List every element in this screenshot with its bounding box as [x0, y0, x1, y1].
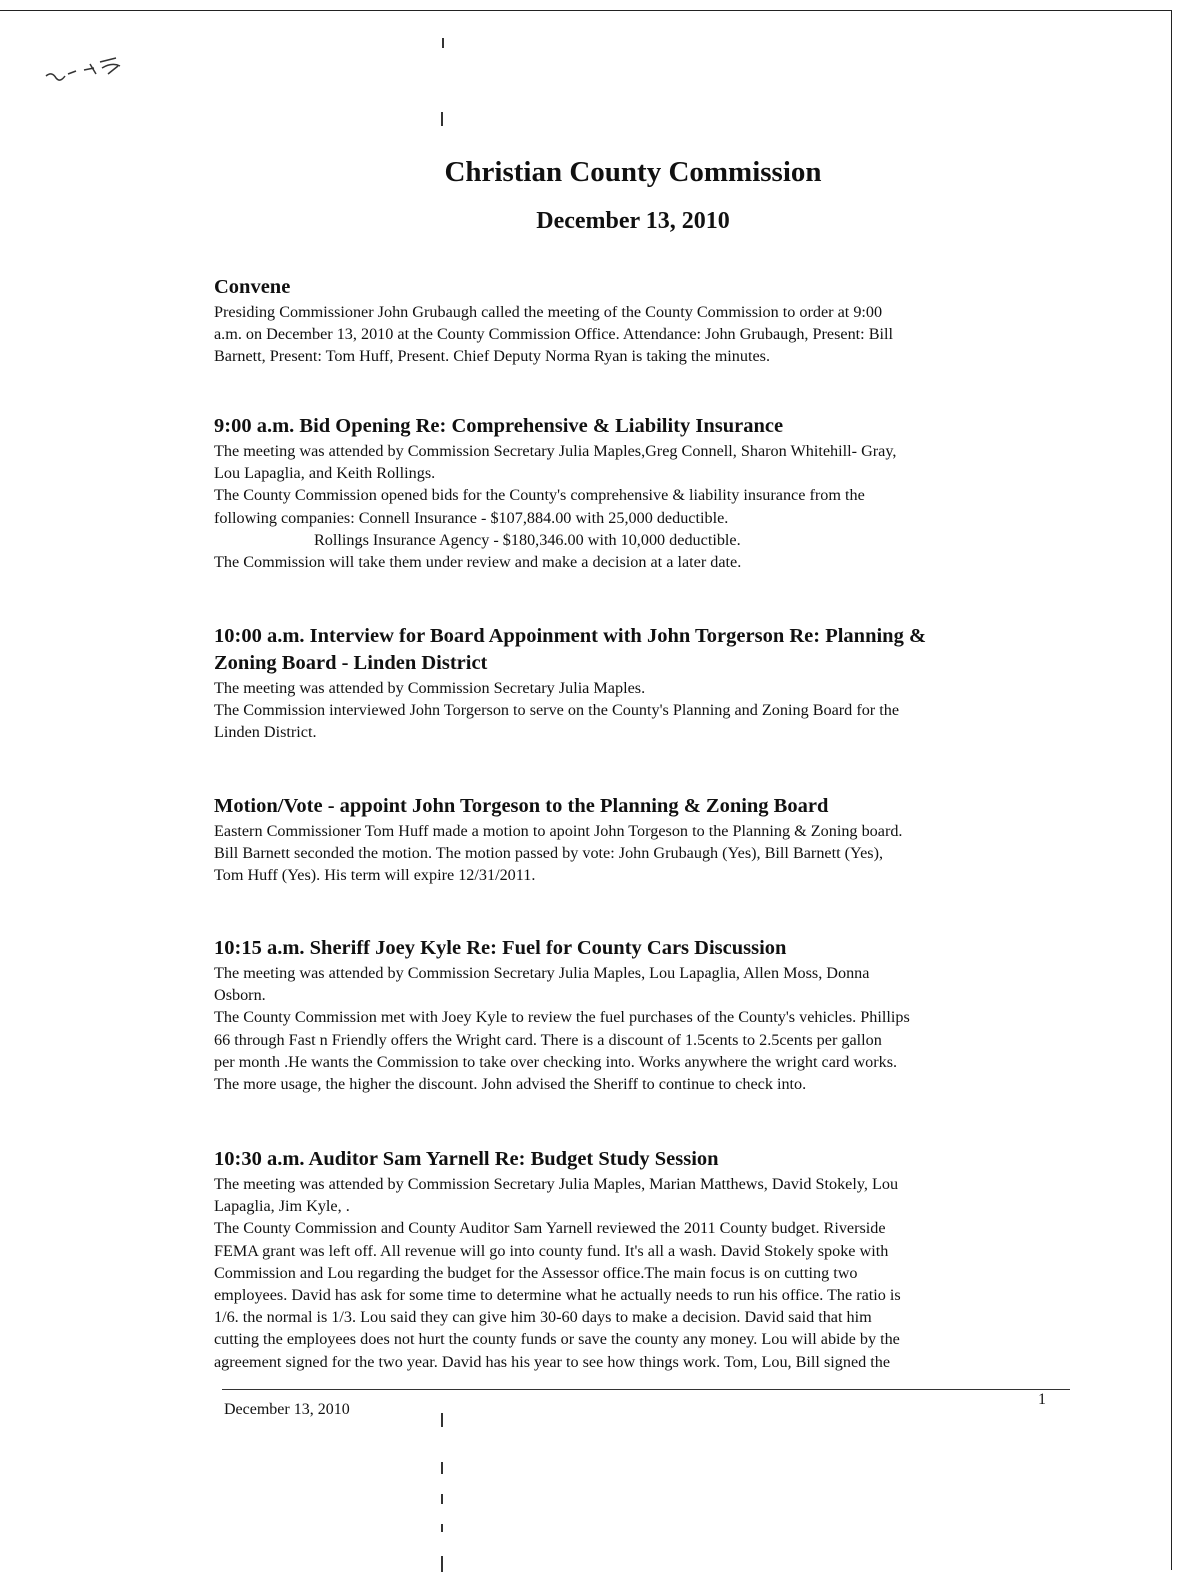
- text-line: FEMA grant was left off. All revenue will go into county fund. It's all a wash. David Stokely spoke with: [214, 1241, 889, 1260]
- section-convene: [214, 274, 1054, 368]
- section-heading: 10:30 a.m. Auditor Sam Yarnell Re: Budget Study Session: [214, 1148, 719, 1170]
- text-line: Rollings Insurance Agency - $180,346.00 with 10,000 deductible.: [314, 530, 741, 549]
- section-budget-study: [214, 1146, 1054, 1373]
- footer-rule: [222, 1389, 1070, 1390]
- text-line: The Commission interviewed John Torgerson to serve on the County's Planning and Zoning Board for the: [214, 701, 900, 720]
- section-heading: Motion/Vote - appoint John Torgeson to the Planning & Zoning Board: [214, 795, 829, 817]
- text-line: The County Commission opened bids for the County's comprehensive & liability insurance from the: [214, 486, 865, 505]
- section-heading-line: 10:00 a.m. Interview for Board Appoinment with John Torgerson Re: Planning &: [214, 625, 927, 647]
- scan-tick: [441, 112, 443, 126]
- text-line: Lou Lapaglia, and Keith Rollings.: [214, 464, 436, 483]
- text-line: Lapaglia, Jim Kyle, .: [214, 1197, 350, 1216]
- text-line: 66 through Fast n Friendly offers the Wright card. There is a discount of 1.5cents to 2.5cents per gallon: [214, 1030, 882, 1049]
- text-line: The County Commission and County Auditor Sam Yarnell reviewed the 2011 County budget. Riverside: [214, 1219, 886, 1238]
- footer-date: December 13, 2010: [224, 1401, 350, 1418]
- text-line: Commission and Lou regarding the budget for the Assessor office.The main focus is on cutting two: [214, 1263, 858, 1282]
- text-line: a.m. on December 13, 2010 at the County Commission Office. Attendance: John Grubaugh, Present: Bill: [214, 325, 894, 344]
- text-line: Presiding Commissioner John Grubaugh called the meeting of the County Commission to order at 9:00: [214, 303, 883, 321]
- text-line: The meeting was attended by Commission Secretary Julia Maples, Lou Lapaglia, Allen Moss, Donna: [214, 964, 870, 982]
- section-motion-vote: [214, 793, 1054, 887]
- text-line: The meeting was attended by Commission Secretary Julia Maples, Marian Matthews, David Stokely, Lou: [214, 1175, 899, 1193]
- text-line: cutting the employees does not hurt the county funds or save the county any money. Lou will abide by the: [214, 1330, 900, 1349]
- section-bid-opening: [214, 413, 1054, 573]
- document-title: Christian County Commission: [444, 156, 822, 188]
- scan-tick: [441, 1556, 443, 1572]
- scan-mark-icon: [44, 54, 134, 90]
- scan-tick: [441, 1524, 443, 1532]
- section-heading: 9:00 a.m. Bid Opening Re: Comprehensive & Liability Insurance: [214, 415, 784, 437]
- section-sheriff-fuel: [214, 935, 1054, 1095]
- section-heading-line: Zoning Board - Linden District: [214, 652, 488, 674]
- page-border-top: [0, 10, 1172, 11]
- text-line: Eastern Commissioner Tom Huff made a motion to apoint John Torgeson to the Planning & Zoning board.: [214, 822, 903, 840]
- text-line: Tom Huff (Yes). His term will expire 12/31/2011.: [214, 866, 536, 885]
- document-date: December 13, 2010: [536, 208, 730, 234]
- text-line: The County Commission met with Joey Kyle to review the fuel purchases of the County's vehicles. Phillips: [214, 1008, 910, 1027]
- section-body: [214, 301, 1054, 368]
- text-line: 1/6. the normal is 1/3. Lou said they can give him 30-60 days to make a decision. David said that him: [214, 1308, 872, 1327]
- section-body: [214, 820, 1054, 887]
- text-line: per month .He wants the Commission to take over checking into. Works anywhere the wright card works.: [214, 1052, 898, 1071]
- text-line: agreement signed for the two year. David has his year to see how things work. Tom, Lou, Bill signed the: [214, 1352, 891, 1371]
- section-heading: 10:15 a.m. Sheriff Joey Kyle Re: Fuel for County Cars Discussion: [214, 937, 787, 959]
- text-line: Linden District.: [214, 723, 317, 742]
- section-body: [214, 1173, 1054, 1373]
- scan-tick: [441, 1494, 443, 1504]
- text-line: Bill Barnett seconded the motion. The motion passed by vote: John Grubaugh (Yes), Bill Barnett (Yes),: [214, 844, 884, 863]
- scan-tick: [441, 1462, 443, 1474]
- text-line: Osborn.: [214, 986, 266, 1005]
- text-line: The more usage, the higher the discount. John advised the Sheriff to continue to check into.: [214, 1075, 807, 1094]
- scan-tick: [442, 38, 444, 48]
- page-border-right: [1171, 10, 1172, 1570]
- section-body: [214, 962, 1054, 1095]
- text-line: following companies: Connell Insurance - $107,884.00 with 25,000 deductible.: [214, 508, 729, 527]
- text-line: The meeting was attended by Commission Secretary Julia Maples.: [214, 679, 646, 697]
- text-line: employees. David has ask for some time to determine what he actually needs to run his office. The ratio is: [214, 1286, 901, 1305]
- text-line: The meeting was attended by Commission Secretary Julia Maples,Greg Connell, Sharon Whitehill- Gray,: [214, 442, 897, 460]
- section-body: [214, 440, 1054, 573]
- section-board-interview: [214, 623, 1054, 744]
- scan-tick: [441, 1413, 443, 1427]
- section-body: [214, 677, 1054, 744]
- text-line: Barnett, Present: Tom Huff, Present. Chief Deputy Norma Ryan is taking the minutes.: [214, 347, 771, 366]
- section-heading: Convene: [214, 276, 291, 298]
- text-line: The Commission will take them under review and make a decision at a later date.: [214, 553, 742, 572]
- page-number: 1: [1038, 1391, 1046, 1408]
